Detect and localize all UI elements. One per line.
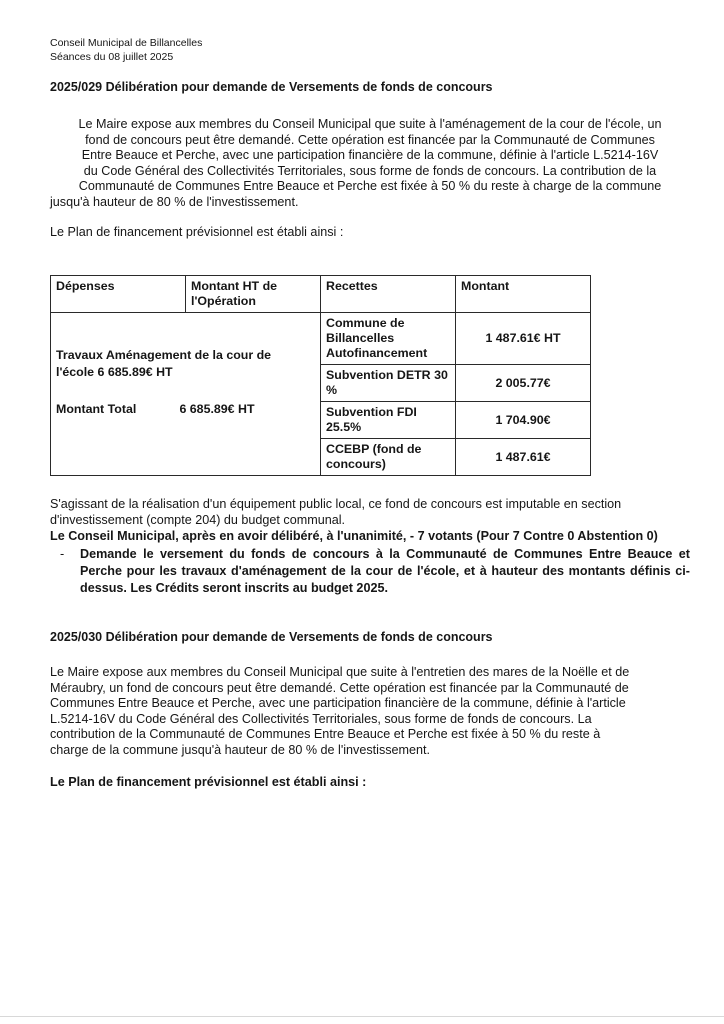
intro-line: contribution de la Communauté de Communes Entre Beauce et Perche est fixée à 50 % du reste à <box>50 727 601 742</box>
header-depenses: Dépenses <box>51 276 186 313</box>
text-line: S'agissant de la réalisation d'un équipement public local, ce fond de concours est imputable en section <box>50 497 622 511</box>
section1-intro <box>50 117 690 211</box>
page-bottom-divider <box>0 1016 724 1017</box>
total-label: Montant Total <box>56 402 137 416</box>
section2-intro <box>50 665 629 759</box>
intro-line: L.5214-16V du Code Général des Collectivités Territoriales, sous forme de fonds de concours. La <box>50 711 592 726</box>
montant-cell: 1 704.90€ <box>456 402 591 439</box>
table-row <box>51 313 591 365</box>
intro-line: Le Maire expose aux membres du Conseil Municipal que suite à l'aménagement de la cour de l'école, un <box>78 117 662 131</box>
financing-table <box>50 275 591 476</box>
intro-line: Le Maire expose aux membres du Conseil Municipal que suite à l'entretien des mares de la Noëlle et de <box>50 665 630 679</box>
decision-text: Le Conseil Municipal, après en avoir délibéré, à l'unanimité, - 7 votants (Pour 7 Contre 0 Abstention 0) <box>50 529 658 543</box>
montant-cell: 2 005.77€ <box>456 365 591 402</box>
total-row <box>56 401 315 418</box>
bullet-dash: - <box>60 547 65 561</box>
montant-cell: 1 487.61€ HT <box>456 313 591 365</box>
table-header-row <box>51 276 591 313</box>
section2-plan-text: Le Plan de financement prévisionnel est établi ainsi : <box>50 775 367 789</box>
depenses-cell <box>51 313 321 476</box>
recette-cell: CCEBP (fond de concours) <box>321 439 456 476</box>
intro-line: charge de la commune jusqu'à hauteur de 80 % de l'investissement. <box>50 742 431 757</box>
intro-line: Entre Beauce et Perche, avec une participation financière de la commune, définie à l'article L.5214-16V <box>81 148 659 163</box>
work-label: Travaux Aménagement de la cour de <box>56 348 272 362</box>
intro-line: Méraubry, un fond de concours peut être demandé. Cette opération est financée par la Communauté de <box>50 680 629 695</box>
section1-title: 2025/029 Délibération pour demande de Versements de fonds de concours <box>50 80 493 94</box>
header-recettes: Recettes <box>321 276 456 313</box>
intro-line: jusqu'à hauteur de 80 % de l'investissement. <box>50 194 299 209</box>
bullet-text: Demande le versement du fonds de concours à la Communauté de Communes Entre Beauce et Perche pour les travaux d'aménagement de la cour de l'école, et à hauteur des montants définis ci-dessus. Les Crédits seront inscrits au budget 2025. <box>80 547 690 595</box>
decision-bullet <box>60 546 700 597</box>
section2-title: 2025/030 Délibération pour demande de Versements de fonds de concours <box>50 630 493 644</box>
section1-imputation-text <box>50 497 621 528</box>
section1-plan-text: Le Plan de financement prévisionnel est établi ainsi : <box>50 225 344 239</box>
council-name: Conseil Municipal de Billancelles <box>50 37 203 49</box>
intro-line: fond de concours peut être demandé. Cette opération est financée par la Communauté de Communes <box>85 132 655 147</box>
intro-line: du Code Général des Collectivités Territoriales, sous forme de fonds de concours. La contribution de la <box>83 163 657 178</box>
recette-cell: Commune de Billancelles Autofinancement <box>321 313 456 365</box>
recette-cell: Subvention DETR 30 % <box>321 365 456 402</box>
total-value: 6 685.89€ HT <box>179 402 255 416</box>
document-header <box>50 36 202 64</box>
work-label-2: l'école 6 685.89€ HT <box>56 365 173 379</box>
text-line: d'investissement (compte 204) du budget communal. <box>50 512 346 527</box>
montant-cell: 1 487.61€ <box>456 439 591 476</box>
header-montant-operation: Montant HT de l'Opération <box>186 276 321 313</box>
intro-line: Communes Entre Beauce et Perche, avec une participation financière de la commune, définie à l'article <box>50 696 626 711</box>
recette-cell: Subvention FDI 25.5% <box>321 402 456 439</box>
session-date: Séances du 08 juillet 2025 <box>50 51 174 63</box>
intro-line: Communauté de Communes Entre Beauce et Perche est fixée à 50 % du reste à charge de la commune <box>78 179 662 194</box>
header-montant: Montant <box>456 276 591 313</box>
